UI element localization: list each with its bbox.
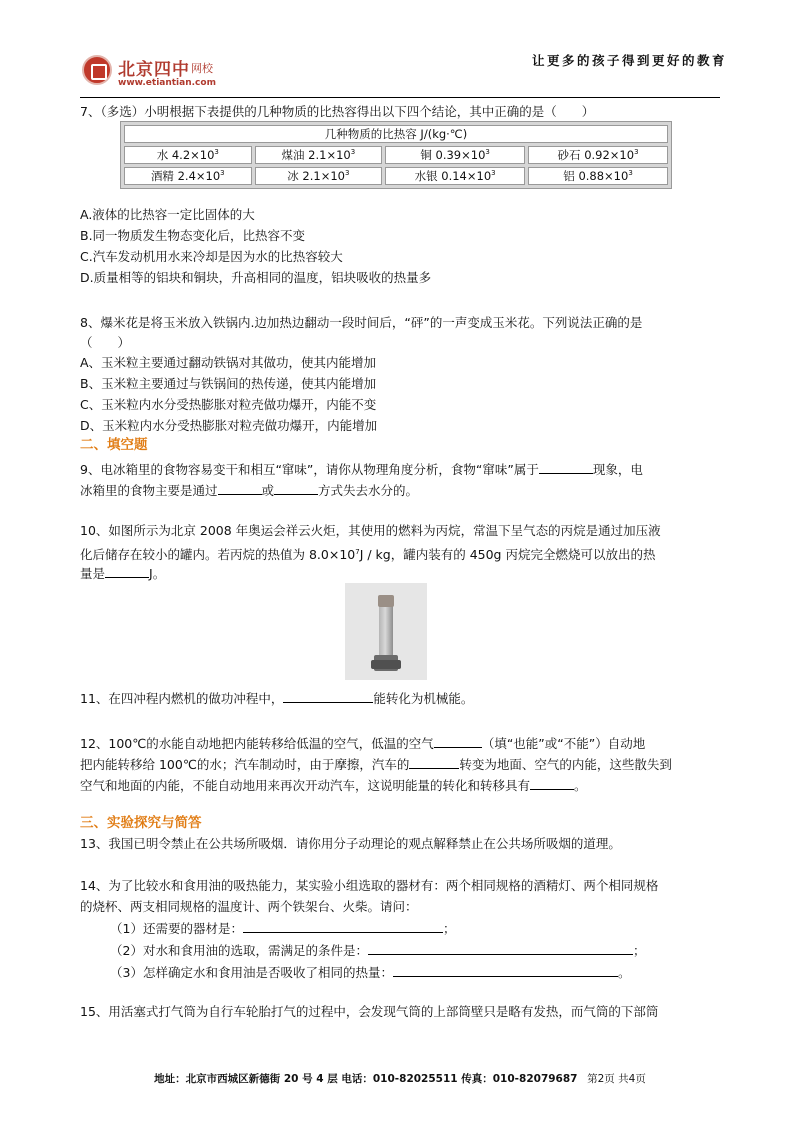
q9-line-2: 冰箱里的食物主要是通过 或 方式失去水分的。: [80, 483, 419, 498]
q8-option-c: C、玉米粒内水分受热膨胀对粒壳做功爆开，内能不变: [80, 397, 377, 412]
q14-sub-2: （2）对水和食用油的选取，需满足的条件是： ；: [110, 943, 646, 958]
page-footer: [0, 1071, 800, 1086]
logo-subtitle: 网校: [191, 62, 213, 75]
table-cell: 铜 $0.39\times 10^3$: [385, 146, 525, 164]
answer-blank[interactable]: [434, 735, 482, 748]
torch-top-icon: [378, 595, 394, 607]
q10-line-2: 化后储存在较小的罐内。若丙烷的热值为 $8.0\times 10^7J$ / kg，罐内装有的 450g 丙烷完全燃烧可以放出的热: [80, 547, 656, 563]
answer-blank[interactable]: [283, 690, 373, 703]
q14-sub-3: （3）怎样确定水和食用油是否吸收了相同的热量： 。: [110, 965, 631, 980]
footer-page-number: 第2页 共4页: [587, 1073, 646, 1085]
q7-stem: 7、（多选）小明根据下表提供的几种物质的比热容得出以下四个结论，其中正确的是（ ）: [80, 104, 595, 119]
logo-emblem-icon: [82, 55, 112, 85]
answer-blank[interactable]: [368, 942, 633, 955]
answer-blank[interactable]: [393, 964, 618, 977]
logo-title: 北京四中: [118, 60, 190, 80]
answer-blank[interactable]: [218, 482, 262, 495]
q7-option-b: B.同一物质发生物态变化后，比热容不变: [80, 228, 306, 243]
answer-blank[interactable]: [409, 756, 459, 769]
q7-option-a: A.液体的比热容一定比固体的大: [80, 207, 255, 222]
q14-sub-1: （1）还需要的器材是： ；: [110, 921, 456, 936]
q13: 13、我国已明令禁止在公共场所吸烟．请你用分子动理论的观点解释禁止在公共场所吸烟的道理。: [80, 836, 621, 851]
table-cell: 铝 $0.88\times 10^3$: [528, 167, 668, 185]
q12-line-3: 空气和地面的内能，不能自动地用来再次开动汽车，这说明能量的转化和转移具有 。: [80, 778, 587, 793]
answer-blank[interactable]: [539, 461, 593, 474]
specific-heat-table: [120, 121, 672, 189]
table-cell: 煤油 $2.1\times 10^3$: [255, 146, 383, 164]
q12-line-2: 把内能转移给 100℃的水；汽车制动时，由于摩擦，汽车的 转变为地面、空气的内能，这些散失到: [80, 757, 672, 772]
q12-line-1: 12、100℃的水能自动地把内能转移给低温的空气，低温的空气 （填“也能”或“不能”）自动地: [80, 736, 646, 751]
q8-option-a: A、玉米粒主要通过翻动铁锅对其做功，使其内能增加: [80, 355, 377, 370]
table-cell: 酒精 $2.4\times 10^3$: [124, 167, 252, 185]
q10-line-1: 10、如图所示为北京 2008 年奥运会祥云火炬，其使用的燃料为丙烷，常温下呈气态的丙烷是通过加压液: [80, 523, 661, 538]
table-row: [124, 167, 668, 185]
q7-option-d: D.质量相等的铝块和铜块，升高相同的温度，铝块吸收的热量多: [80, 270, 432, 285]
table-cell: 冰 $2.1\times 10^3$: [255, 167, 383, 185]
section-heading-experiment: 三、实验探究与简答: [80, 815, 202, 831]
answer-blank[interactable]: [243, 920, 443, 933]
q14-line-1: 14、为了比较水和食用油的吸热能力，某实验小组选取的器材有：两个相同规格的酒精灯、两个相同规格: [80, 878, 659, 893]
table-cell: 砂石 $0.92\times 10^3$: [528, 146, 668, 164]
q11: 11、在四冲程内燃机的做功冲程中， 能转化为机械能。: [80, 691, 474, 706]
answer-blank[interactable]: [274, 482, 318, 495]
q7-option-c: C.汽车发动机用水来冷却是因为水的比热容较大: [80, 249, 343, 264]
table-cell: 水银 $0.14\times 10^3$: [385, 167, 525, 185]
q8-stem: 8、爆米花是将玉米放入铁锅内.边加热边翻动一段时间后，“砰”的一声变成玉米花。下列说法正确的是: [80, 315, 643, 330]
answer-blank[interactable]: [105, 565, 149, 578]
q8-option-b: B、玉米粒主要通过与铁锅间的热传递，使其内能增加: [80, 376, 377, 391]
torch-handle-icon: [371, 660, 401, 669]
logo-url: www.etiantian.com: [118, 78, 216, 88]
table-title: 几种物质的比热容 J/(kg·℃): [124, 125, 668, 143]
q8-stem-paren: （ ）: [80, 335, 131, 350]
header-divider: [80, 97, 720, 98]
table-cell: 水 $4.2\times 10^3$: [124, 146, 252, 164]
q8-option-d: D、玉米粒内水分受热膨胀对粒壳做功爆开，内能增加: [80, 418, 378, 433]
q14-line-2: 的烧杯、两支相同规格的温度计、两个铁架台、火柴。请问：: [80, 899, 418, 914]
table-row: [124, 146, 668, 164]
section-heading-fill-in: 二、填空题: [80, 437, 148, 453]
footer-address: 地址：北京市西城区新德街 20 号 4 层 电话：010-82025511 传真：010-82079687: [154, 1073, 578, 1085]
q15: 15、用活塞式打气筒为自行车轮胎打气的过程中，会发现气筒的上部筒壁只是略有发热，而气筒的下部筒: [80, 1004, 659, 1019]
q9-line-1: 9、电冰箱里的食物容易变干和相互“窜味”，请你从物理角度分析，食物“窜味”属于 现象，电: [80, 462, 643, 477]
header-slogan: 让更多的孩子得到更好的教育: [531, 53, 727, 68]
q10-line-3: 量是 J。: [80, 566, 166, 581]
answer-blank[interactable]: [530, 777, 574, 790]
